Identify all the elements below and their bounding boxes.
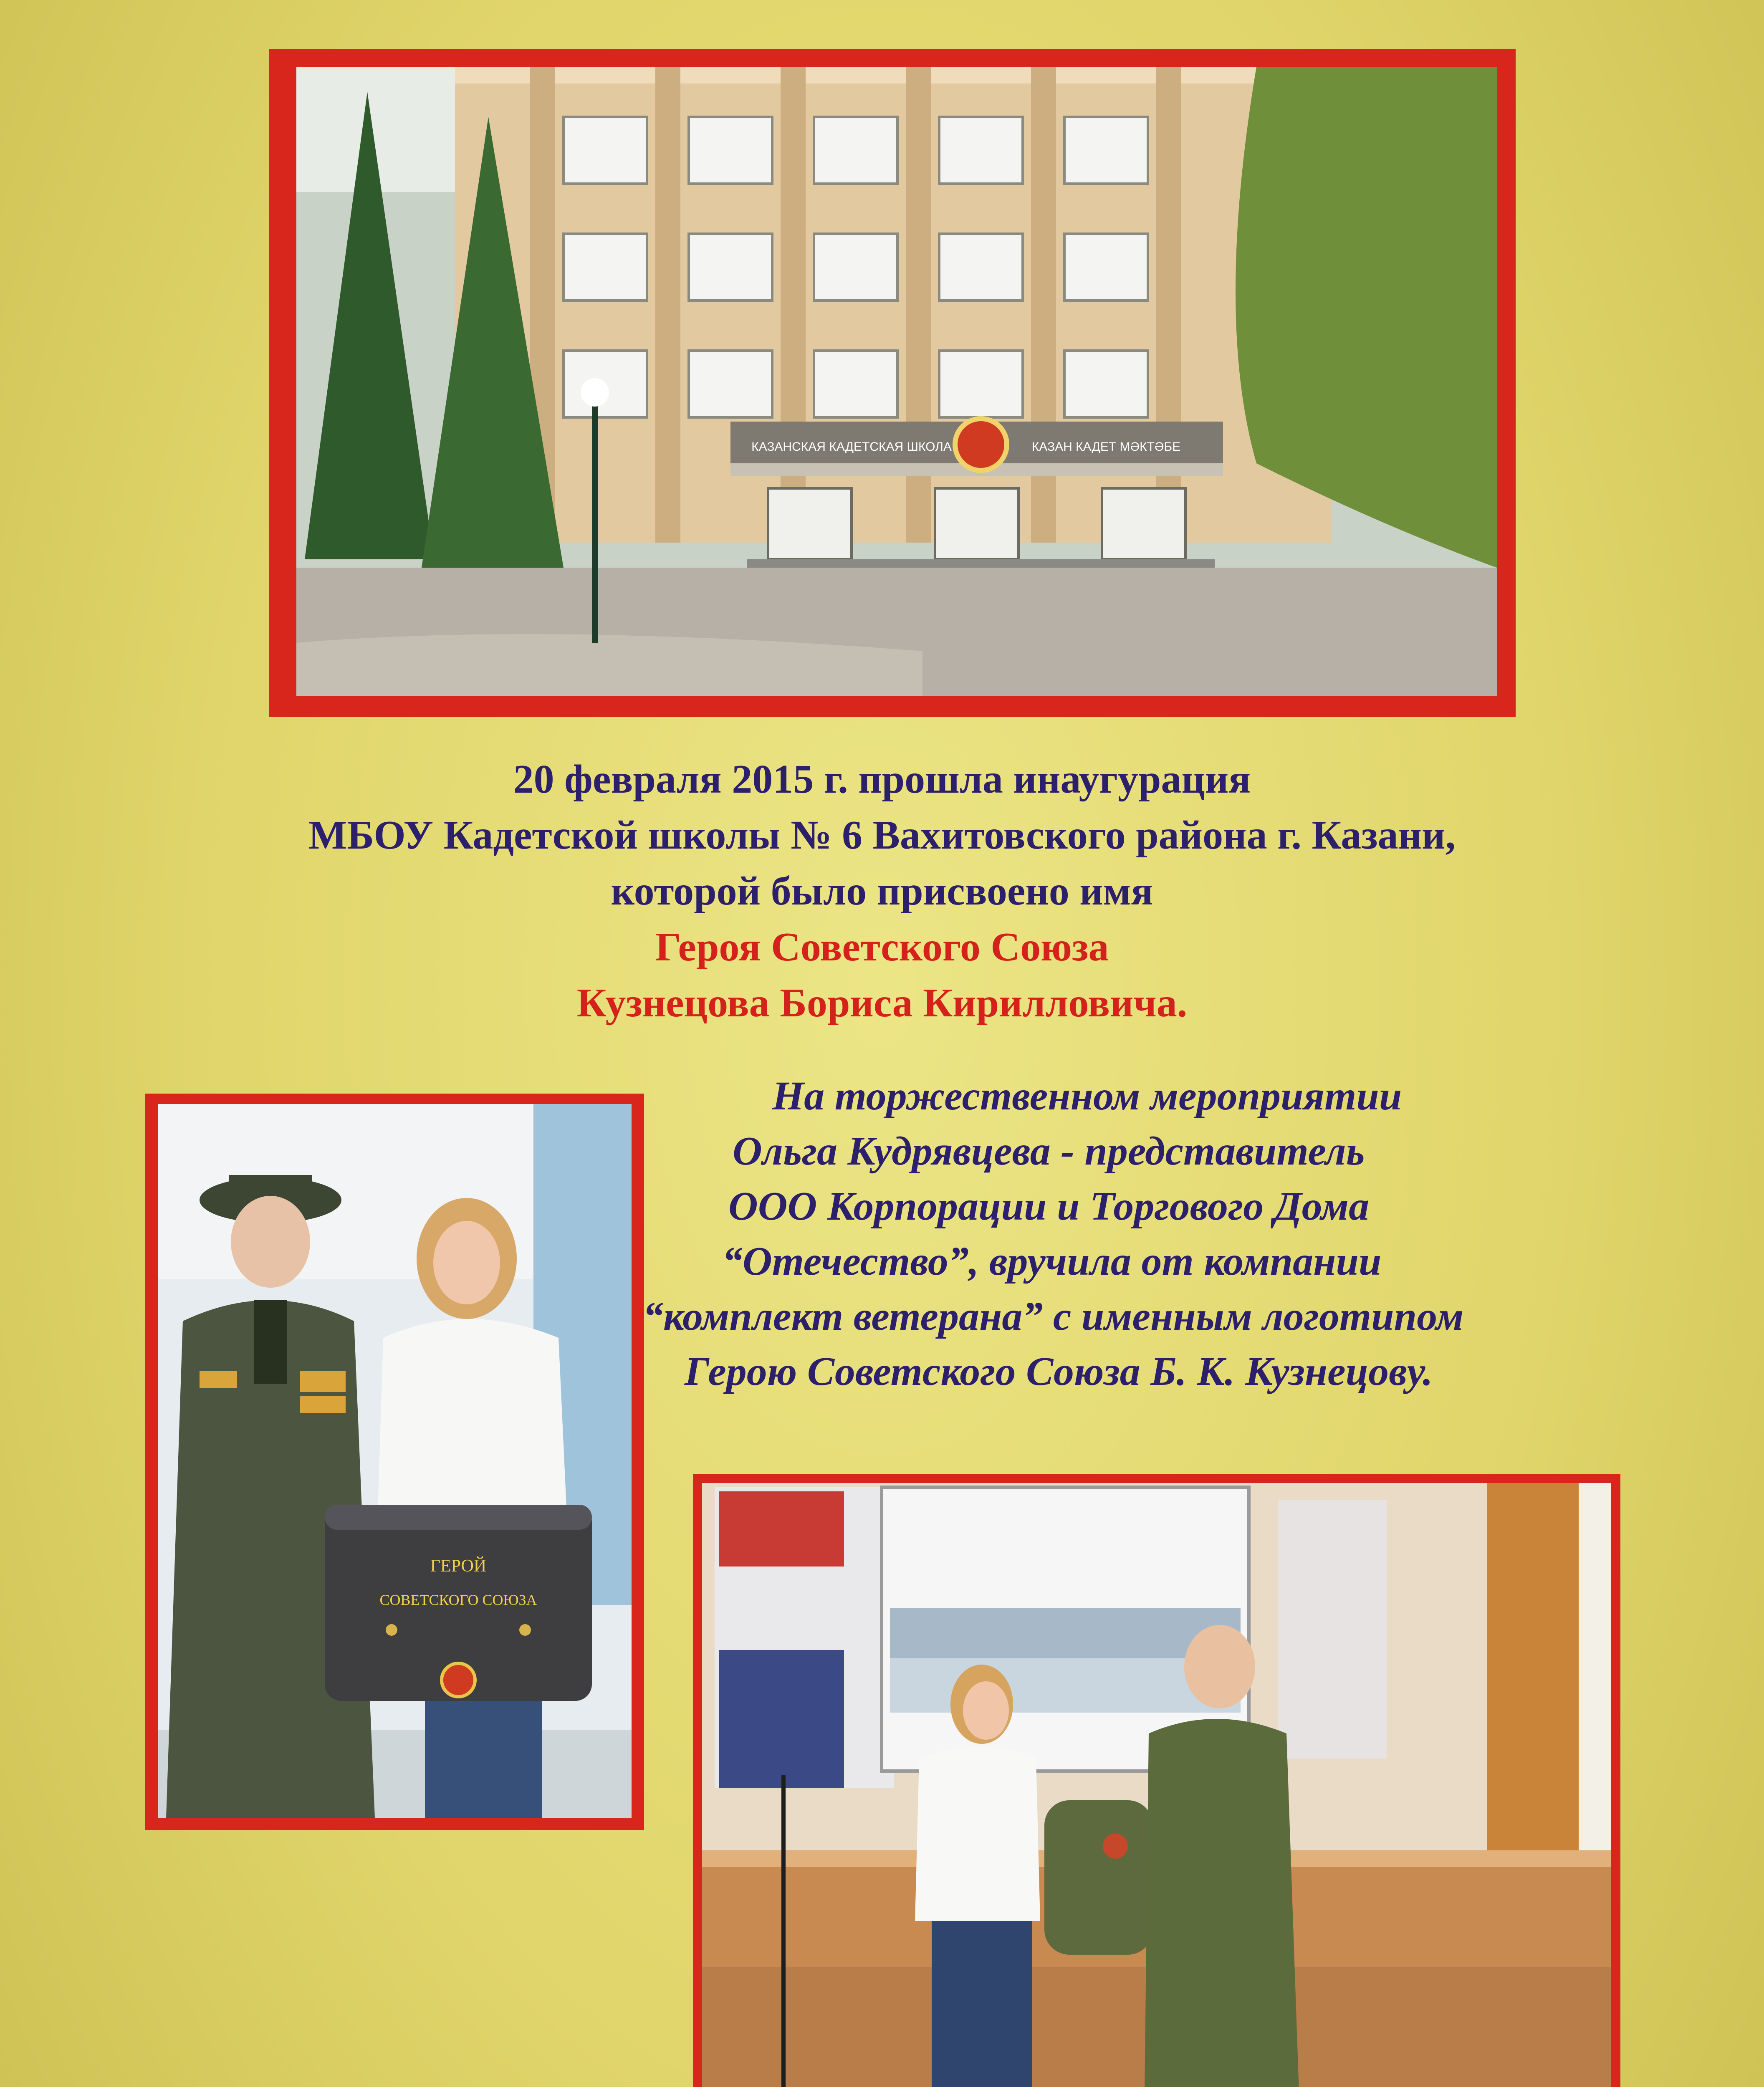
headline-line-3: которой было присвоено имя [611,869,1153,914]
bag-text-line-1: ГЕРОЙ [430,1556,487,1576]
middle-text-line-1: На торжественном мероприятии [772,1074,1402,1119]
middle-text-line-3: ООО Корпорации и Торгового Дома [728,1184,1370,1229]
bag-text-line-2: СОВЕТСКОГО СОЮЗА [379,1592,537,1608]
sign-right-text: КАЗАН КАДЕТ МӘКТӘБЕ [1031,440,1181,454]
middle-text-line-5: “комплект ветерана” с именным логотипом [643,1294,1464,1339]
sign-left-text: КАЗАНСКАЯ КАДЕТСКАЯ ШКОЛА [751,440,952,454]
headline-block [83,751,1681,1031]
middle-text-block [639,1073,1674,1407]
headline-line-1: 20 февраля 2015 г. прошла инаугурация [513,757,1251,802]
middle-text-line-2: Ольга Кудрявцева - представитель [733,1129,1365,1174]
school-building-photo [296,67,1497,696]
headline-line-5: Кузнецова Бориса Кирилловича. [576,980,1188,1026]
middle-text-line-4: “Отечество”, вручила от компании [722,1239,1382,1284]
middle-text-line-6: Герою Советского Союза Б. К. Кузнецову. [685,1349,1433,1394]
veteran-photo [158,1104,632,1818]
headline-line-2: МБОУ Кадетской школы № 6 Вахитовского района г. Казани, [308,813,1456,858]
ceremony-photo [702,1483,1611,2087]
headline-line-4: Героя Советского Союза [655,925,1109,970]
